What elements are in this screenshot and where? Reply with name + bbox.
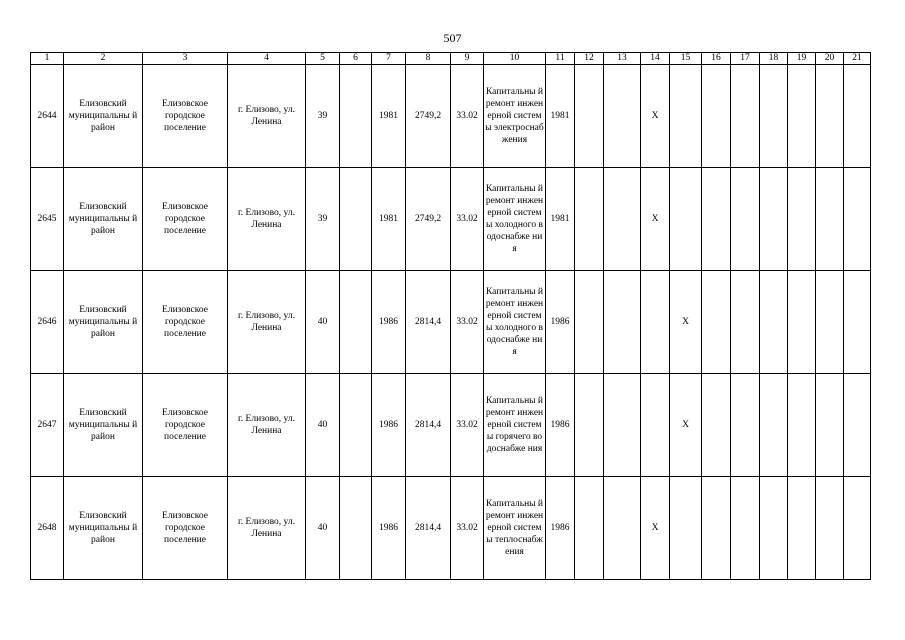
table-row [31,168,871,271]
page-number: 507 [443,31,462,45]
table-row [31,271,871,374]
table-cell [731,168,760,271]
table-cell [731,374,760,477]
table-cell [816,374,844,477]
row-number-cell: 2647 [31,374,64,477]
table-cell [760,271,788,374]
table-cell [788,477,816,580]
row-number-cell: 2644 [31,65,64,168]
year-cell: 1986 [546,477,575,580]
house-number-cell: 40 [306,374,340,477]
house-number-cell: 40 [306,477,340,580]
address-cell: г. Елизово, ул. Ленина [228,65,306,168]
table-cell [760,477,788,580]
house-number-cell: 39 [306,168,340,271]
table-cell [788,65,816,168]
column-header: 12 [575,53,604,65]
year-cell: 1981 [372,65,406,168]
row-number-cell: 2646 [31,271,64,374]
table-cell [788,271,816,374]
code-cell: 33.02 [451,271,484,374]
year-cell: 1986 [372,477,406,580]
column-header: 15 [670,53,702,65]
mark-cell: X [670,271,702,374]
work-type-cell: Капитальны й ремонт инженерной системы электроснаб жения [484,65,546,168]
year-cell: 1986 [546,374,575,477]
table-cell [760,65,788,168]
house-number-cell: 40 [306,271,340,374]
settlement-cell: Елизовское городское поселение [143,271,228,374]
mark-cell [641,374,670,477]
table-cell [760,168,788,271]
table-cell [340,168,372,271]
row-number-cell: 2648 [31,477,64,580]
table-cell [340,374,372,477]
district-cell: Елизовский муниципальны й район [64,168,143,271]
table-cell [844,374,871,477]
table-cell [788,374,816,477]
settlement-cell: Елизовское городское поселение [143,477,228,580]
table-row [31,477,871,580]
mark-cell [670,65,702,168]
table-cell [788,168,816,271]
mark-cell: X [641,168,670,271]
mark-cell: X [641,65,670,168]
mark-cell: X [641,477,670,580]
mark-cell [670,168,702,271]
district-cell: Елизовский муниципальны й район [64,271,143,374]
work-type-cell: Капитальны й ремонт инженерной системы холодного водоснабже ния [484,271,546,374]
table-cell [702,477,731,580]
address-cell: г. Елизово, ул. Ленина [228,271,306,374]
table-cell [604,168,641,271]
mark-cell [670,477,702,580]
table-cell [575,271,604,374]
address-cell: г. Елизово, ул. Ленина [228,374,306,477]
work-type-cell: Капитальны й ремонт инженерной системы горячего водоснабже ния [484,374,546,477]
column-header: 4 [228,53,306,65]
area-cell: 2814,4 [406,477,451,580]
table-cell [575,65,604,168]
work-type-cell: Капитальны й ремонт инженерной системы холодного водоснабже ния [484,168,546,271]
area-cell: 2814,4 [406,374,451,477]
table-cell [816,65,844,168]
year-cell: 1986 [546,271,575,374]
code-cell: 33.02 [451,374,484,477]
column-header: 9 [451,53,484,65]
column-header: 17 [731,53,760,65]
table-cell [575,477,604,580]
settlement-cell: Елизовское городское поселение [143,65,228,168]
table-cell [816,168,844,271]
work-type-cell: Капитальны й ремонт инженерной системы теплоснабж ения [484,477,546,580]
table-cell [816,477,844,580]
area-cell: 2749,2 [406,65,451,168]
table-cell [604,65,641,168]
table-cell [702,374,731,477]
year-cell: 1981 [546,168,575,271]
column-header: 5 [306,53,340,65]
table-cell [575,374,604,477]
column-header: 20 [816,53,844,65]
column-header: 2 [64,53,143,65]
header-row [31,53,871,65]
table-cell [604,374,641,477]
table-cell [816,271,844,374]
code-cell: 33.02 [451,477,484,580]
mark-cell: X [670,374,702,477]
table-cell [844,65,871,168]
district-cell: Елизовский муниципальны й район [64,65,143,168]
column-header: 21 [844,53,871,65]
column-header: 10 [484,53,546,65]
year-cell: 1981 [546,65,575,168]
table-cell [702,168,731,271]
data-table [30,52,871,580]
table-cell [844,168,871,271]
column-header: 19 [788,53,816,65]
table-cell [731,271,760,374]
mark-cell [641,271,670,374]
district-cell: Елизовский муниципальны й район [64,374,143,477]
table-cell [340,65,372,168]
table-row [31,65,871,168]
code-cell: 33.02 [451,168,484,271]
column-header: 14 [641,53,670,65]
table-cell [760,374,788,477]
address-cell: г. Елизово, ул. Ленина [228,168,306,271]
column-header: 16 [702,53,731,65]
column-header: 11 [546,53,575,65]
column-header: 7 [372,53,406,65]
settlement-cell: Елизовское городское поселение [143,374,228,477]
table-cell [731,477,760,580]
table-cell [340,477,372,580]
column-header: 18 [760,53,788,65]
table-row [31,374,871,477]
year-cell: 1981 [372,168,406,271]
table-cell [702,271,731,374]
house-number-cell: 39 [306,65,340,168]
settlement-cell: Елизовское городское поселение [143,168,228,271]
row-number-cell: 2645 [31,168,64,271]
year-cell: 1986 [372,374,406,477]
table-cell [340,271,372,374]
table-cell [604,271,641,374]
column-header: 13 [604,53,641,65]
area-cell: 2749,2 [406,168,451,271]
table-cell [702,65,731,168]
district-cell: Елизовский муниципальны й район [64,477,143,580]
table-cell [731,65,760,168]
column-header: 3 [143,53,228,65]
table-cell [575,168,604,271]
code-cell: 33.02 [451,65,484,168]
table-cell [844,271,871,374]
address-cell: г. Елизово, ул. Ленина [228,477,306,580]
area-cell: 2814,4 [406,271,451,374]
column-header: 6 [340,53,372,65]
column-header: 1 [31,53,64,65]
table-cell [844,477,871,580]
year-cell: 1986 [372,271,406,374]
table-cell [604,477,641,580]
column-header: 8 [406,53,451,65]
